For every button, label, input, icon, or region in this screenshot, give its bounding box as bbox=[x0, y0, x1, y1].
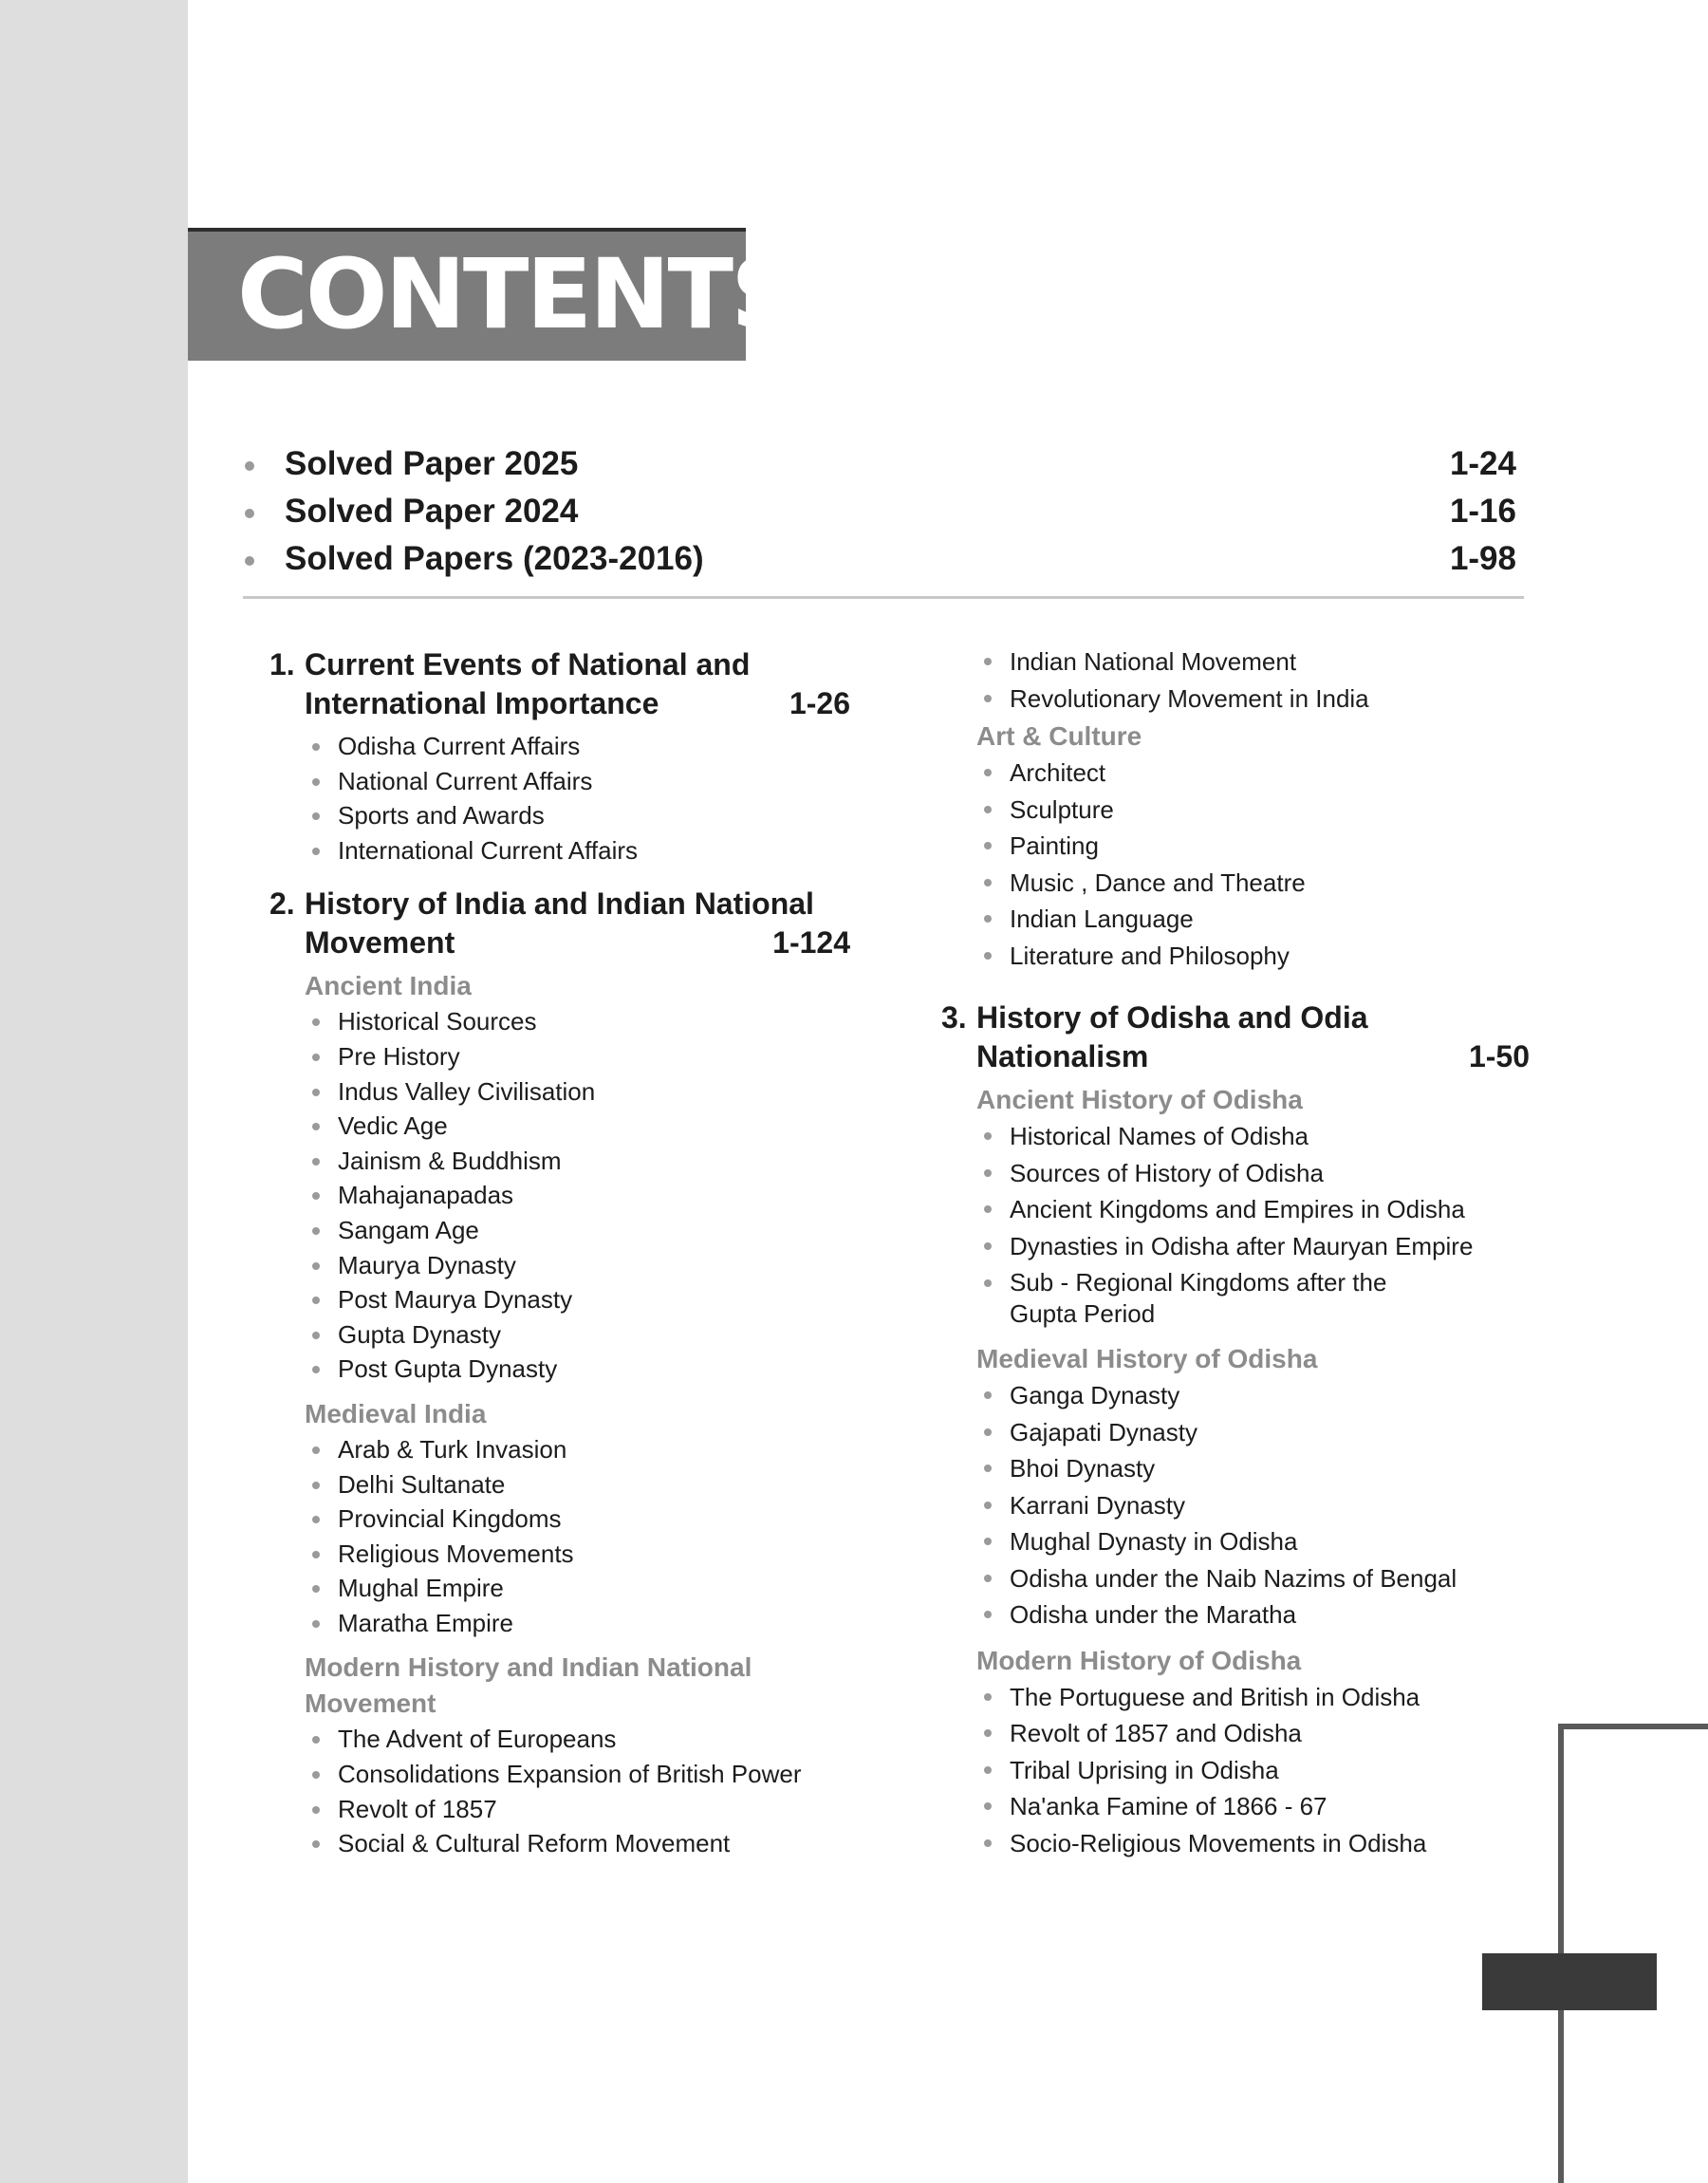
list-item[interactable]: The Advent of Europeans bbox=[269, 1722, 850, 1757]
bullet-icon bbox=[312, 1297, 320, 1304]
bullet-icon bbox=[312, 1366, 320, 1373]
list-item[interactable]: Odisha under the Naib Nazims of Bengal bbox=[941, 1560, 1530, 1597]
list-item[interactable]: Literature and Philosophy bbox=[941, 938, 1530, 975]
toc-entry-solved-paper-2025[interactable]: Solved Paper 2025 1-24 bbox=[245, 440, 1516, 488]
list-item[interactable]: Provincial Kingdoms bbox=[269, 1502, 850, 1537]
corner-frame-horizontal-line bbox=[1558, 1724, 1708, 1729]
list-item[interactable]: Historical Names of Odisha bbox=[941, 1118, 1530, 1155]
section-heading-modern-history: Modern History and Indian National Movement bbox=[305, 1652, 752, 1719]
toc-entry-solved-paper-2024[interactable]: Solved Paper 2024 1-16 bbox=[245, 488, 1516, 535]
page-range: 1-16 bbox=[1449, 493, 1516, 530]
page-range: 1-26 bbox=[789, 686, 850, 720]
page-range: 1-50 bbox=[1468, 1039, 1530, 1073]
list-item[interactable]: International Current Affairs bbox=[269, 833, 850, 868]
page-range: 1-24 bbox=[1449, 445, 1516, 482]
list-item[interactable]: Historical Sources bbox=[269, 1004, 850, 1039]
bullet-icon bbox=[984, 1169, 992, 1177]
list-item[interactable]: Maratha Empire bbox=[269, 1606, 850, 1641]
bullet-icon bbox=[984, 1132, 992, 1140]
bullet-icon bbox=[312, 1620, 320, 1628]
list-item[interactable]: Sources of History of Odisha bbox=[941, 1155, 1530, 1192]
page-title: CONTENTS bbox=[237, 238, 798, 351]
bullet-icon bbox=[984, 1428, 992, 1436]
list-item[interactable]: Post Gupta Dynasty bbox=[269, 1352, 850, 1387]
section-heading-medieval-odisha: Medieval History of Odisha bbox=[976, 1344, 1318, 1373]
bullet-icon bbox=[312, 1840, 320, 1848]
bullet-icon bbox=[984, 1802, 992, 1810]
section-heading-modern-odisha: Modern History of Odisha bbox=[976, 1645, 1302, 1675]
bullet-icon bbox=[984, 952, 992, 960]
bullet-icon bbox=[984, 1502, 992, 1509]
list-item[interactable]: Arab & Turk Invasion bbox=[269, 1432, 850, 1467]
list-item[interactable]: Revolt of 1857 and Odisha bbox=[941, 1715, 1530, 1752]
bullet-icon bbox=[312, 743, 320, 751]
bullet-icon bbox=[245, 556, 254, 566]
list-item[interactable]: Delhi Sultanate bbox=[269, 1467, 850, 1502]
list-item[interactable]: Painting bbox=[941, 828, 1530, 865]
toc-column-right bbox=[941, 644, 1530, 1861]
bullet-icon bbox=[312, 1482, 320, 1489]
chapter-1-heading[interactable]: 1. Current Events of National and International Importance 1-26 bbox=[269, 645, 850, 723]
contents-banner bbox=[188, 228, 798, 361]
chapter-1-topics bbox=[269, 729, 850, 868]
list-item[interactable]: Gupta Dynasty bbox=[269, 1317, 850, 1353]
chapter-2-heading[interactable]: 2. History of India and Indian National Movement 1-124 bbox=[269, 885, 850, 962]
list-item[interactable]: Mughal Dynasty in Odisha bbox=[941, 1523, 1530, 1560]
bullet-icon bbox=[984, 1693, 992, 1701]
bullet-icon bbox=[984, 1391, 992, 1399]
medieval-india-topics bbox=[269, 1432, 850, 1641]
list-item[interactable]: Odisha Current Affairs bbox=[269, 729, 850, 764]
bullet-icon bbox=[245, 461, 254, 471]
bullet-icon bbox=[312, 1227, 320, 1235]
bullet-icon bbox=[312, 1585, 320, 1593]
list-item[interactable]: Revolutionary Movement in India bbox=[941, 681, 1530, 718]
bullet-icon bbox=[312, 1158, 320, 1166]
bullet-icon bbox=[312, 1806, 320, 1814]
list-item[interactable]: Sangam Age bbox=[269, 1213, 850, 1248]
list-item[interactable]: Social & Cultural Reform Movement bbox=[269, 1826, 850, 1861]
bullet-icon bbox=[984, 1839, 992, 1847]
left-margin-strip bbox=[0, 0, 188, 2183]
bullet-icon bbox=[312, 812, 320, 820]
section-heading-ancient-india: Ancient India bbox=[305, 971, 472, 1001]
list-item[interactable]: National Current Affairs bbox=[269, 764, 850, 799]
section-heading-ancient-odisha: Ancient History of Odisha bbox=[976, 1085, 1303, 1114]
modern-history-topics bbox=[269, 1722, 850, 1860]
bullet-icon bbox=[312, 848, 320, 855]
list-item[interactable]: Pre History bbox=[269, 1039, 850, 1074]
list-item[interactable]: Consolidations Expansion of British Power bbox=[269, 1757, 850, 1792]
list-item[interactable]: Music , Dance and Theatre bbox=[941, 865, 1530, 902]
bullet-icon bbox=[984, 1279, 992, 1287]
list-item[interactable]: Tribal Uprising in Odisha bbox=[941, 1752, 1530, 1789]
bullet-icon bbox=[984, 1611, 992, 1618]
bullet-icon bbox=[984, 695, 992, 702]
list-item[interactable]: Post Maurya Dynasty bbox=[269, 1282, 850, 1317]
bullet-icon bbox=[312, 1262, 320, 1270]
list-item[interactable]: Indian Language bbox=[941, 901, 1530, 938]
list-item[interactable]: Socio-Religious Movements in Odisha bbox=[941, 1825, 1530, 1862]
list-item[interactable]: Karrani Dynasty bbox=[941, 1487, 1530, 1524]
list-item[interactable]: Revolt of 1857 bbox=[269, 1792, 850, 1827]
bullet-icon bbox=[312, 778, 320, 786]
list-item[interactable]: Jainism & Buddhism bbox=[269, 1144, 850, 1179]
bullet-icon bbox=[312, 1516, 320, 1523]
bullet-icon bbox=[312, 1054, 320, 1061]
list-item[interactable]: Architect bbox=[941, 755, 1530, 792]
list-item[interactable]: Bhoi Dynasty bbox=[941, 1450, 1530, 1487]
bullet-icon bbox=[312, 1771, 320, 1779]
section-heading-art-culture: Art & Culture bbox=[976, 721, 1142, 751]
divider bbox=[243, 596, 1524, 599]
page-range: 1-98 bbox=[1449, 540, 1516, 577]
bullet-icon bbox=[312, 1192, 320, 1200]
bullet-icon bbox=[312, 1736, 320, 1744]
bullet-icon bbox=[984, 806, 992, 813]
bullet-icon bbox=[984, 658, 992, 665]
list-item[interactable]: The Portuguese and British in Odisha bbox=[941, 1679, 1530, 1716]
page-range: 1-124 bbox=[772, 925, 850, 961]
bullet-icon bbox=[312, 1089, 320, 1096]
list-item[interactable]: Sports and Awards bbox=[269, 798, 850, 833]
toc-entry-solved-papers-2023-2016[interactable]: Solved Papers (2023-2016) 1-98 bbox=[245, 535, 1516, 583]
bullet-icon bbox=[984, 1205, 992, 1213]
list-item[interactable]: Indian National Movement bbox=[941, 644, 1530, 681]
ancient-india-topics bbox=[269, 1004, 850, 1387]
list-item[interactable]: Sub - Regional Kingdoms after the Gupta Period bbox=[941, 1264, 1530, 1332]
toc-column-left bbox=[269, 645, 850, 1861]
list-item[interactable]: Mahajanapadas bbox=[269, 1178, 850, 1213]
list-item[interactable]: Dynasties in Odisha after Mauryan Empire bbox=[941, 1228, 1530, 1265]
bullet-icon bbox=[312, 1123, 320, 1130]
bullet-icon bbox=[984, 879, 992, 886]
bullet-icon bbox=[984, 1729, 992, 1737]
bullet-icon bbox=[984, 1538, 992, 1545]
section-heading-medieval-india: Medieval India bbox=[305, 1398, 487, 1428]
bullet-icon bbox=[312, 1551, 320, 1558]
bullet-icon bbox=[312, 1332, 320, 1339]
list-item[interactable]: Odisha under the Maratha bbox=[941, 1596, 1530, 1633]
list-item[interactable]: Na'anka Famine of 1866 - 67 bbox=[941, 1788, 1530, 1825]
list-item[interactable]: Ancient Kingdoms and Empires in Odisha bbox=[941, 1191, 1530, 1228]
list-item[interactable]: Sculpture bbox=[941, 792, 1530, 829]
bullet-icon bbox=[312, 1446, 320, 1454]
list-item[interactable]: Vedic Age bbox=[269, 1109, 850, 1144]
bullet-icon bbox=[984, 842, 992, 849]
list-item[interactable]: Ganga Dynasty bbox=[941, 1377, 1530, 1414]
list-item[interactable]: Religious Movements bbox=[269, 1537, 850, 1572]
bullet-icon bbox=[984, 769, 992, 776]
bullet-icon bbox=[984, 1766, 992, 1774]
bullet-icon bbox=[984, 915, 992, 923]
bullet-icon bbox=[984, 1242, 992, 1250]
art-culture-topics bbox=[941, 755, 1530, 974]
modern-odisha-topics bbox=[941, 1679, 1530, 1862]
bullet-icon bbox=[984, 1575, 992, 1582]
list-item[interactable]: Maurya Dynasty bbox=[269, 1248, 850, 1283]
medieval-odisha-topics bbox=[941, 1377, 1530, 1633]
bullet-icon bbox=[312, 1018, 320, 1026]
list-item[interactable]: Mughal Empire bbox=[269, 1571, 850, 1606]
bullet-icon bbox=[984, 1465, 992, 1472]
chapter-3-heading[interactable]: 3. History of Odisha and Odia Nationalism 1-50 bbox=[941, 998, 1530, 1076]
bullet-icon bbox=[245, 509, 254, 518]
modern-history-topics-continued bbox=[941, 644, 1530, 717]
ancient-odisha-topics bbox=[941, 1118, 1530, 1332]
page-number-tab bbox=[1482, 1953, 1657, 2010]
list-item[interactable]: Gajapati Dynasty bbox=[941, 1414, 1530, 1451]
solved-papers-list bbox=[245, 440, 1516, 583]
list-item[interactable]: Indus Valley Civilisation bbox=[269, 1074, 850, 1110]
